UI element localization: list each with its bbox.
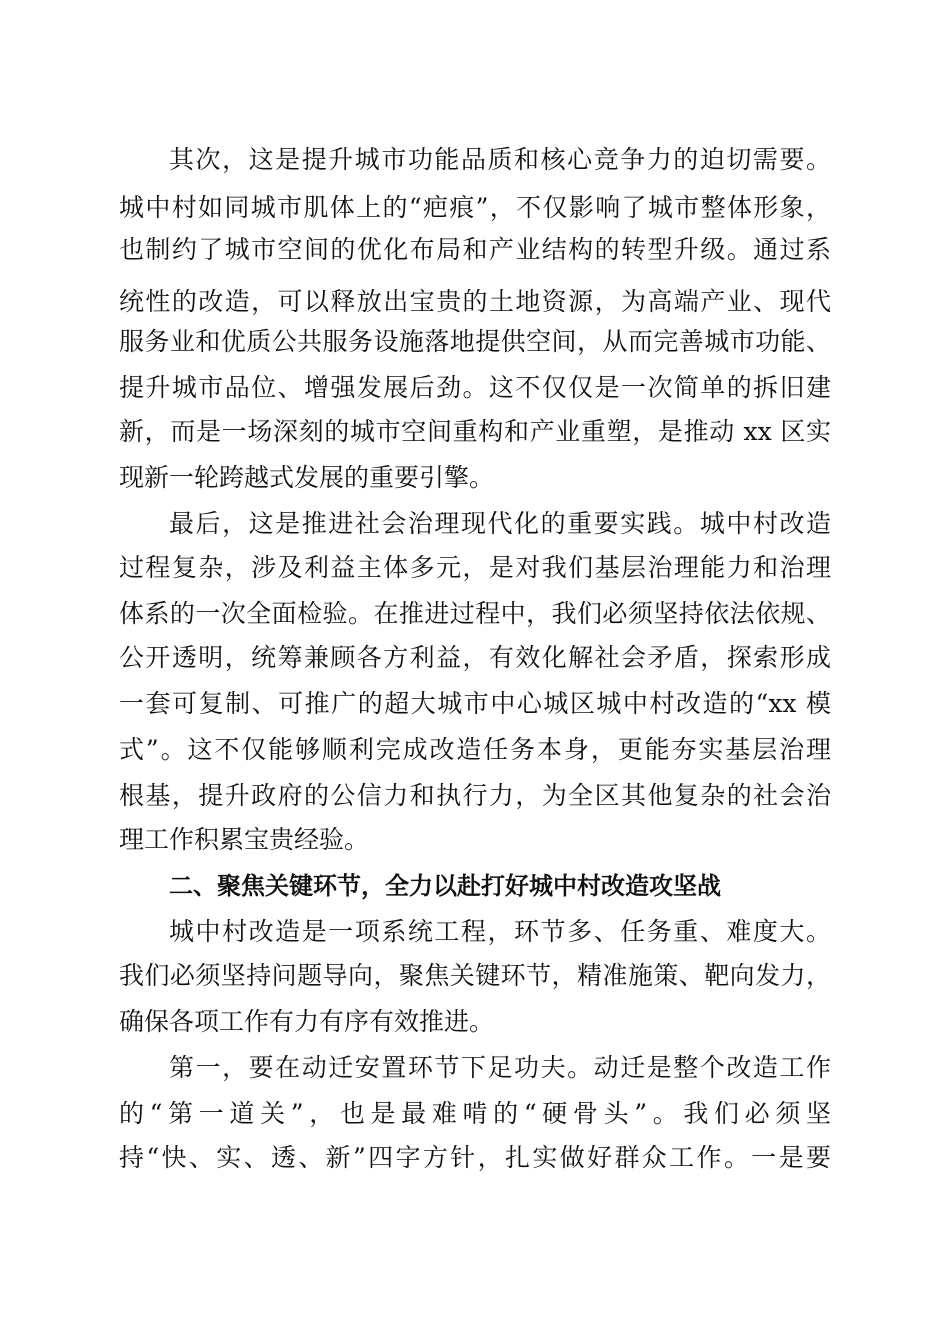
paragraph-3-line-3: 确保各项工作有力有序有效推进。 — [119, 1007, 495, 1036]
paragraph-2-line-8: 理工作积累宝贵经验。 — [119, 825, 370, 854]
paragraph-2-line-3: 体系的一次全面检验。在推进过程中，我们必须坚持依法依规、 — [119, 599, 831, 628]
paragraph-2-line-7: 根基，提升政府的公信力和执行力，为全区其他复杂的社会治 — [119, 781, 831, 810]
paragraph-1-line-4: 统性的改造，可以释放出宝贵的土地资源，为高端产业、现代 — [119, 287, 831, 316]
paragraph-2-line-5: 一套可复制、可推广的超大城市中心城区城中村改造的“xx 模 — [119, 689, 831, 718]
paragraph-4-line-3: 持“快、实、透、新”四字方针，扎实做好群众工作。一是要 — [119, 1143, 831, 1172]
section-heading: 二、聚焦关键环节，全力以赴打好城中村改造攻坚战 — [169, 872, 721, 900]
paragraph-2-line-6: 式”。这不仅能够顺利完成改造任务本身，更能夯实基层治理 — [119, 735, 831, 764]
paragraph-2-line-2: 过程复杂，涉及利益主体多元，是对我们基层治理能力和治理 — [119, 553, 831, 582]
paragraph-1-line-1: 其次，这是提升城市功能品质和核心竞争力的迫切需要。 — [169, 145, 831, 174]
paragraph-1-line-5: 服务业和优质公共服务设施落地提供空间，从而完善城市功能、 — [119, 327, 831, 356]
paragraph-1-line-3: 也制约了城市空间的优化布局和产业结构的转型升级。通过系 — [119, 235, 831, 264]
paragraph-1-line-6: 提升城市品位、增强发展后劲。这不仅仅是一次简单的拆旧建 — [119, 373, 831, 402]
paragraph-3-line-1: 城中村改造是一项系统工程，环节多、任务重、难度大。 — [169, 917, 831, 946]
paragraph-1-line-8: 现新一轮跨越式发展的重要引擎。 — [119, 463, 495, 492]
paragraph-2-line-4: 公开透明，统筹兼顾各方利益，有效化解社会矛盾，探索形成 — [119, 643, 831, 672]
paragraph-4-line-2: 的“第一道关”，也是最难啃的“硬骨头”。我们必须坚 — [119, 1099, 831, 1128]
paragraph-4-line-1: 第一，要在动迁安置环节下足功夫。动迁是整个改造工作 — [169, 1053, 831, 1082]
paragraph-3-line-2: 我们必须坚持问题导向，聚焦关键环节，精准施策、靶向发力， — [119, 961, 831, 990]
paragraph-2-line-1: 最后，这是推进社会治理现代化的重要实践。城中村改造 — [169, 509, 831, 538]
paragraph-1-line-7: 新，而是一场深刻的城市空间重构和产业重塑，是推动 xx 区实 — [119, 417, 831, 446]
paragraph-1-line-2: 城中村如同城市肌体上的“疤痕”，不仅影响了城市整体形象， — [119, 193, 831, 222]
